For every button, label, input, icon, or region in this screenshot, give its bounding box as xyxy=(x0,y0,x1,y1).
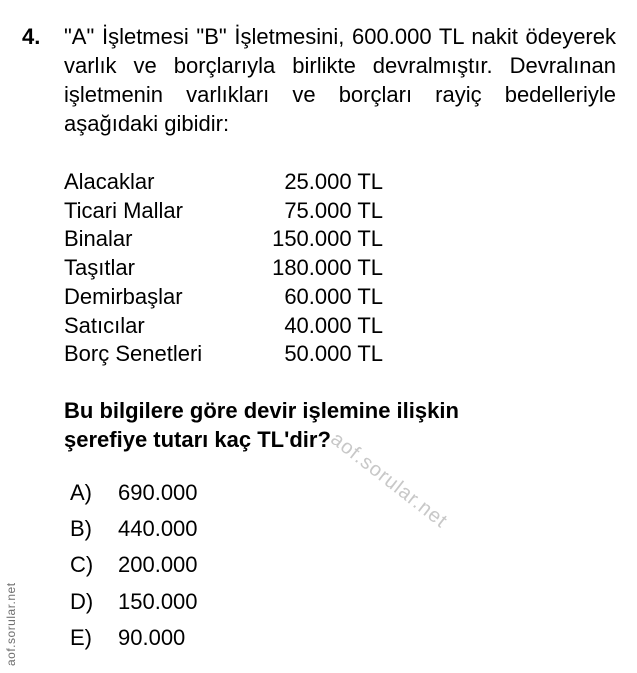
table-row xyxy=(64,283,383,312)
option-letter: B) xyxy=(70,516,92,542)
answer-options xyxy=(70,478,198,659)
option-a[interactable] xyxy=(70,478,198,514)
option-value: 690.000 xyxy=(118,480,198,505)
question-prompt: Bu bilgilere göre devir işlemine ilişkin şerefiye tutarı kaç TL'dir? xyxy=(64,398,459,452)
option-value: 150.000 xyxy=(118,588,198,614)
table-row xyxy=(64,254,383,283)
item-label: Borç Senetleri xyxy=(64,341,203,367)
option-b[interactable] xyxy=(70,514,198,550)
item-label: Satıcılar xyxy=(64,312,145,338)
option-letter: C) xyxy=(70,552,94,578)
item-amount: 25.000 TL xyxy=(284,169,383,194)
option-letter: A) xyxy=(70,480,92,505)
side-watermark: aof.sorular.net xyxy=(4,582,18,666)
table-row xyxy=(64,340,383,369)
item-amount: 50.000 TL xyxy=(284,341,383,367)
item-label: Ticari Mallar xyxy=(64,197,183,223)
option-letter: E) xyxy=(70,624,92,650)
option-letter: D) xyxy=(70,588,94,614)
item-label: Alacaklar xyxy=(64,169,155,194)
table-row xyxy=(64,312,383,341)
balance-table xyxy=(64,168,383,369)
item-amount: 180.000 TL xyxy=(272,255,383,281)
option-c[interactable] xyxy=(70,550,198,586)
option-d[interactable] xyxy=(70,587,198,623)
item-label: Taşıtlar xyxy=(64,255,135,281)
item-label: Demirbaşlar xyxy=(64,283,183,309)
item-label: Binalar xyxy=(64,226,133,252)
watermark-text: aof.sorular.net xyxy=(326,428,452,533)
option-e[interactable] xyxy=(70,623,198,659)
option-value: 90.000 xyxy=(118,624,186,650)
table-row xyxy=(64,225,383,254)
table-row xyxy=(64,168,383,197)
item-amount: 150.000 TL xyxy=(272,226,383,252)
option-value: 200.000 xyxy=(118,552,198,578)
option-value: 440.000 xyxy=(118,516,198,542)
item-amount: 40.000 TL xyxy=(284,312,383,338)
item-amount: 60.000 TL xyxy=(284,283,383,309)
table-row xyxy=(64,197,383,226)
question-number: 4. xyxy=(22,24,41,49)
item-amount: 75.000 TL xyxy=(284,197,383,223)
question-text: "A" İşletmesi "B" İşletmesini, 600.000 TL nakit ödeyerek varlık ve borçlarıyla birlikte devralmıştır. Devralınan işletmenin varlıkları ve borçları rayiç bedelleriyle aşağıdaki gibidir: xyxy=(64,24,616,136)
